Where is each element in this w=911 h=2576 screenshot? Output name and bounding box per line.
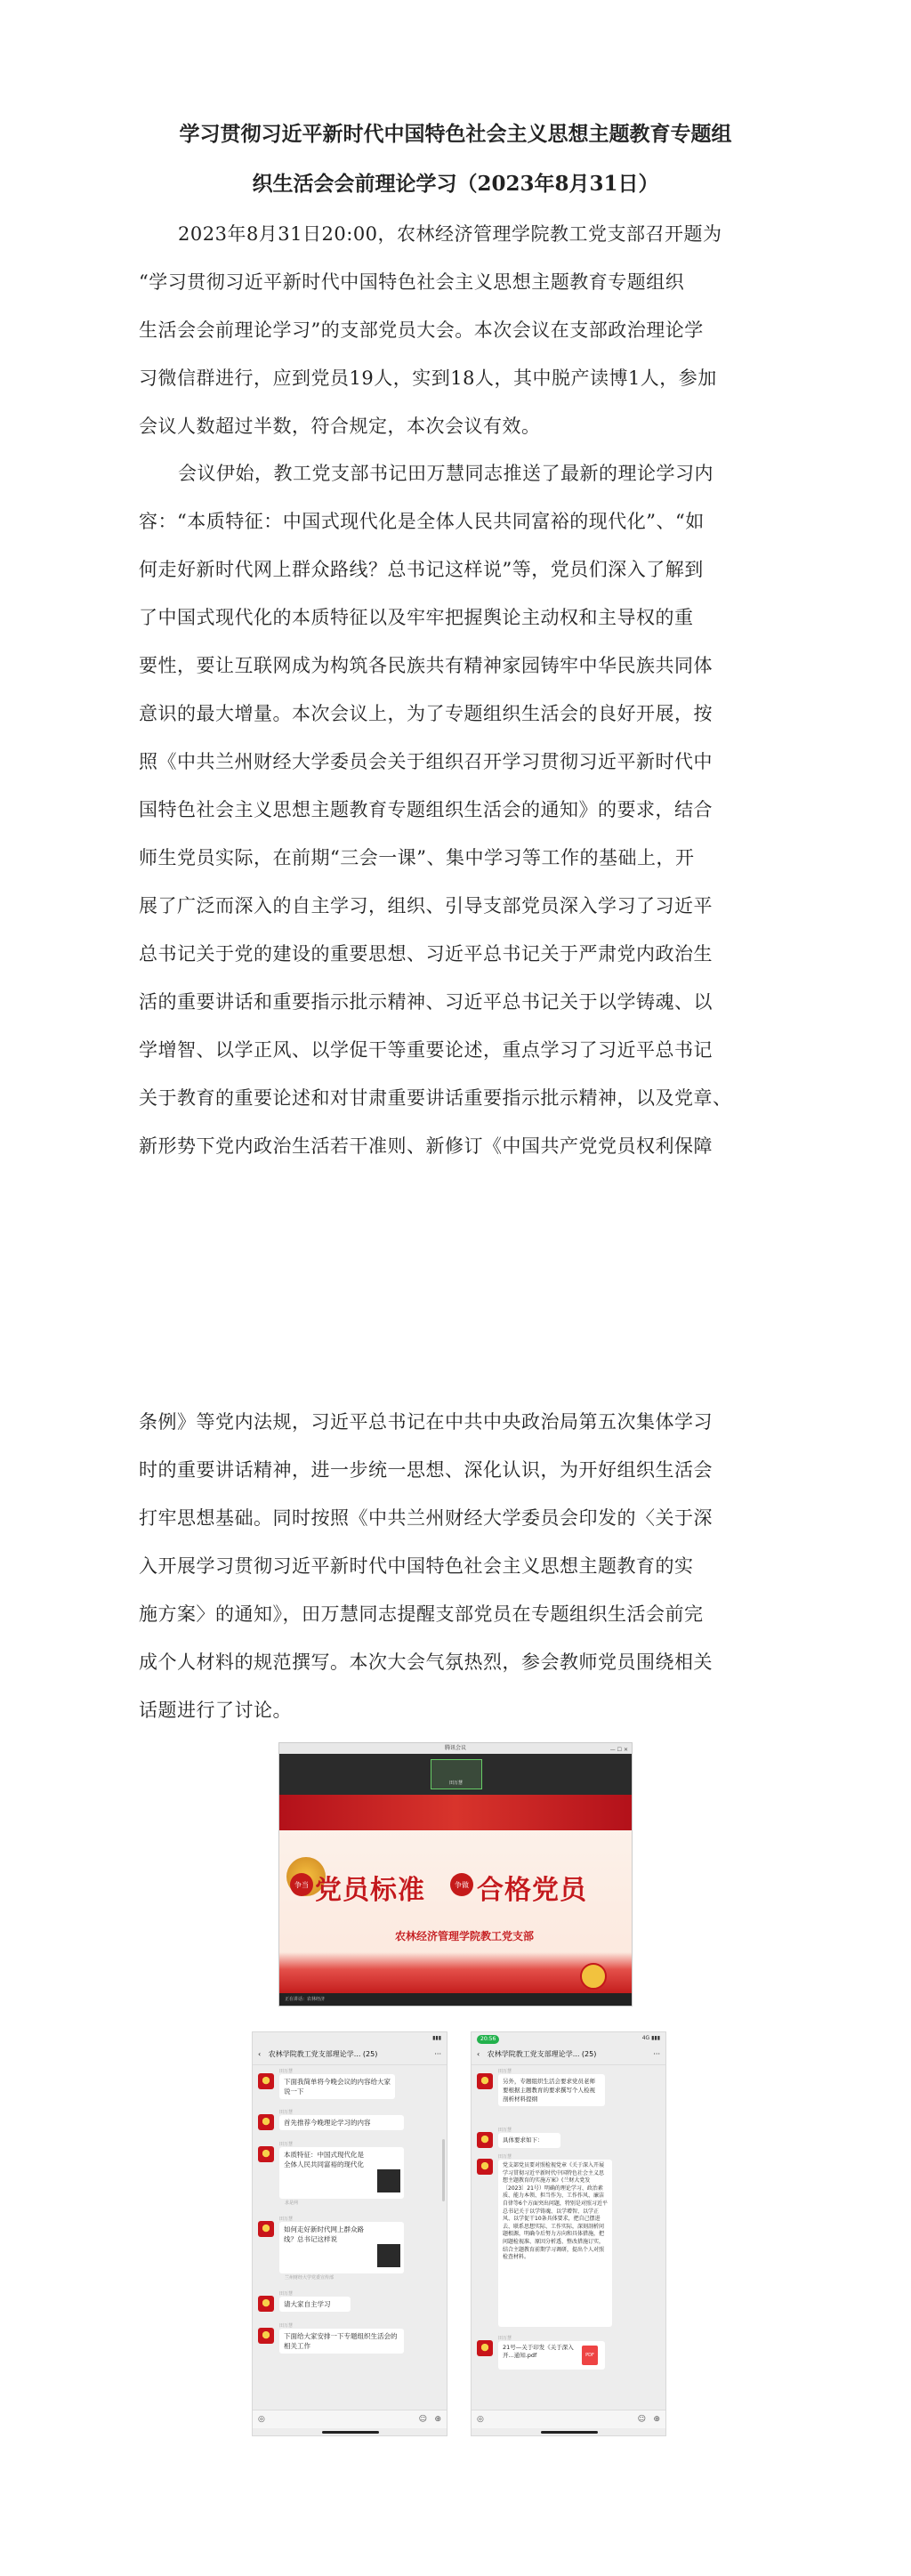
- paragraph-line: 新形势下党内政治生活若干准则、新修订《中国共产党党员权利保障: [139, 1135, 713, 1157]
- chat-message: [258, 2290, 436, 2317]
- paragraph-line: 要性，要让互联网成为构筑各民族共有精神家园铸牢中华民族共同体: [139, 655, 713, 676]
- title-line-2: 织生活会会前理论学习（2023年8月31日）: [252, 172, 659, 196]
- paragraph-line: 会议伊始，教工党支部书记田万慧同志推送了最新的理论学习内: [178, 463, 713, 484]
- chat-message: [258, 2216, 436, 2285]
- emoji-icon[interactable]: ☺: [637, 2415, 646, 2424]
- avatar: [258, 2114, 274, 2130]
- avatar: [477, 2340, 493, 2356]
- paragraph-line: 条例》等党内法规，习近平总书记在中共中央政治局第五次集体学习: [139, 1411, 713, 1433]
- sender-name: 田万慧: [279, 2217, 294, 2222]
- slide-banner-decoration: [279, 1795, 632, 1830]
- paragraph-line: 学增智、以学正风、以学促干等重要论述，重点学习了习近平总书记: [139, 1039, 713, 1061]
- battery-icon: 4G ▮▮▮: [641, 2035, 660, 2041]
- link-thumbnail: [377, 2169, 400, 2192]
- chat-screenshot-2: [471, 2031, 666, 2436]
- voice-icon[interactable]: ◎: [477, 2415, 484, 2424]
- paragraph-line: 施方案〉的通知》，田万慧同志提醒支部党员在专题组织生活会前完: [139, 1603, 704, 1625]
- party-emblem-icon: [580, 1963, 607, 1990]
- pdf-file-icon: PDF: [582, 2346, 598, 2365]
- home-indicator: [541, 2431, 598, 2434]
- avatar: [477, 2132, 493, 2148]
- avatar: [258, 2328, 274, 2344]
- avatar: [477, 2159, 493, 2175]
- message-bubble: 下面给大家安排一下专题组织生活会的相关工作: [279, 2329, 404, 2354]
- paragraph-line: 总书记关于党的建设的重要思想、习近平总书记关于严肃党内政治生: [139, 943, 713, 965]
- paragraph-line: 入开展学习贯彻习近平新时代中国特色社会主义思想主题教育的实: [139, 1555, 694, 1577]
- slide-slogan-right: 合格党员: [477, 1875, 587, 1906]
- link-thumbnail: [377, 2244, 400, 2267]
- participant-video-tile: [431, 1759, 482, 1789]
- more-icon[interactable]: ···: [434, 2050, 441, 2058]
- chat-message: [477, 2153, 655, 2331]
- chat-input-bar[interactable]: [253, 2410, 447, 2428]
- paragraph-line: 意识的最大增量。本次会议上，为了专题组织生活会的良好开展，按: [139, 703, 713, 724]
- chat-message: [477, 2068, 655, 2123]
- back-icon[interactable]: ‹: [258, 2050, 262, 2058]
- paragraph-line: 话题进行了讨论。: [139, 1700, 292, 1721]
- paragraph-line: 关于教育的重要论述和对甘肃重要讲话重要指示批示精神，以及党章、: [139, 1087, 732, 1109]
- status-time: 20:56: [477, 2035, 499, 2044]
- message-bubble: 首先推荐今晚理论学习的内容: [279, 2115, 404, 2130]
- chat-title: 农林学院教工党支部理论学... (25): [268, 2050, 378, 2058]
- sender-name: 田万慧: [279, 2323, 294, 2329]
- add-icon[interactable]: ⊕: [434, 2415, 441, 2424]
- sender-name: 田万慧: [279, 2142, 294, 2147]
- chat-message: [477, 2335, 655, 2370]
- paragraph-line: 何走好新时代网上群众路线？总书记这样说”等，党员们深入了解到: [139, 559, 704, 580]
- paragraph-line: 会议人数超过半数，符合规定，本次会议有效。: [139, 416, 541, 437]
- meeting-title-bar: [279, 1743, 632, 1754]
- avatar: [258, 2146, 274, 2162]
- message-bubble: 请大家自主学习: [279, 2297, 351, 2312]
- chat-input-bar[interactable]: [472, 2410, 665, 2428]
- paragraph-line: “学习贯彻习近平新时代中国特色社会主义思想主题教育专题组织: [139, 271, 685, 293]
- meeting-participant-strip: [279, 1754, 632, 1795]
- meeting-window-title: 腾讯会议: [444, 1745, 466, 1751]
- message-bubble: 具体要求如下：: [498, 2133, 560, 2148]
- paragraph-line: 活的重要讲话和重要指示批示精神、习近平总书记关于以学铸魂、以: [139, 991, 713, 1013]
- chat-message: [258, 2322, 436, 2358]
- battery-icon: ▮▮▮: [432, 2035, 441, 2041]
- paragraph-line: 了中国式现代化的本质特征以及牢牢把握舆论主动权和主导权的重: [139, 607, 694, 628]
- add-icon[interactable]: ⊕: [653, 2415, 660, 2424]
- chat-title: 农林学院教工党支部理论学... (25): [487, 2050, 597, 2058]
- chat-header: [472, 2045, 665, 2065]
- slide-slogan-left: 党员标准: [315, 1875, 425, 1906]
- paragraph-line: 容：“本质特征：中国式现代化是全体人民共同富裕的现代化”、“如: [139, 511, 705, 532]
- avatar: [477, 2073, 493, 2089]
- slide-badge-right: 争做: [450, 1873, 473, 1896]
- slide-badge-left: 争当: [290, 1873, 313, 1896]
- voice-icon[interactable]: ◎: [258, 2415, 265, 2424]
- city-skyline-decoration: [279, 1952, 632, 1995]
- paragraph-line: 生活会会前理论学习”的支部党员大会。本次会议在支部政治理论学: [139, 319, 704, 341]
- chat-message: [477, 2127, 655, 2150]
- sender-name: 田万慧: [498, 2069, 512, 2074]
- sender-name: 田万慧: [279, 2069, 294, 2074]
- slide-subtitle: 农林经济管理学院教工党支部: [395, 1930, 535, 1942]
- back-icon[interactable]: ‹: [477, 2050, 480, 2058]
- message-bubble: 下面我简单将今晚会议的内容给大家说一下: [279, 2074, 395, 2099]
- sender-name: 田万慧: [498, 2128, 512, 2133]
- more-icon[interactable]: ···: [653, 2050, 660, 2058]
- message-bubble: 党支部党员要对照检视党章《关于深入开展学习贯彻习近平新时代中国特色社会主义思想主题教育的实施方案》(兰财大党发〔2023〕21号）明确的理论学习、政治素质、能力本领、担当作为、工作作风、廉洁自律等6个方面突出问题，特别是对照习近平总书记关于以学铸魂、以学增智、以学正风、以学促干10条具体要求，把自己摆进去、联系思想实际、工作实际，深刻剖析问题根源，明确今后努力方向和具体措施，把问题检视准、原因分析透、整改措施订实，结合主题教育前期学习调研，提出个人对照检查材料。: [498, 2160, 612, 2327]
- file-name: 21号—关于印发《关于深入开...通知.pdf: [503, 2344, 574, 2359]
- paragraph-line: 成个人材料的规范撰写。本次大会气氛热烈，参会教师党员围绕相关: [139, 1651, 713, 1673]
- paragraph-line: 照《中共兰州财经大学委员会关于组织召开学习贯彻习近平新时代中: [139, 751, 713, 772]
- paragraph-line: 师生党员实际，在前期“三会一课”、集中学习等工作的基础上，开: [139, 847, 695, 868]
- paragraph-line: 时的重要讲话精神，进一步统一思想、深化认识，为开好组织生活会: [139, 1459, 713, 1481]
- chat-header: [253, 2045, 447, 2065]
- phone-status-bar: [253, 2032, 447, 2045]
- sender-name: 田万慧: [498, 2154, 512, 2160]
- phone-status-bar: [472, 2032, 665, 2045]
- paragraph-line: 习微信群进行，应到党员19人，实到18人，其中脱产读博1人，参加: [139, 367, 717, 389]
- paragraph-line: 展了广泛而深入的自主学习，组织、引导支部党员深入学习了习近平: [139, 895, 713, 917]
- meeting-status-bar: 正在讲话：农林经济: [279, 1993, 633, 2006]
- avatar: [258, 2221, 274, 2237]
- sender-name: 田万慧: [279, 2291, 294, 2297]
- avatar: [258, 2073, 274, 2089]
- emoji-icon[interactable]: ☺: [418, 2415, 427, 2424]
- shared-slide: [279, 1795, 632, 1995]
- meeting-screenshot: [278, 1742, 633, 2007]
- message-bubble: 另外，专题组织生活会要求党员老师要根据主题教育的要求撰写个人检视剖析材料提纲: [498, 2074, 605, 2106]
- sender-name: 田万慧: [498, 2336, 512, 2341]
- chat-screenshot-1: [252, 2031, 447, 2436]
- paragraph-line: 打牢思想基础。同时按照《中共兰州财经大学委员会印发的〈关于深: [139, 1507, 713, 1529]
- paragraph-line: 国特色社会主义思想主题教育专题组织生活会的通知》的要求，结合: [139, 799, 713, 820]
- chat-message: [258, 2109, 436, 2136]
- participant-name: 田万慧: [449, 1781, 464, 1786]
- link-source: 求是网: [285, 2201, 299, 2206]
- chat-message: [258, 2141, 436, 2210]
- link-card-title: 如何走好新时代网上群众路线？总书记这样说: [284, 2225, 364, 2243]
- sender-name: 田万慧: [279, 2110, 294, 2115]
- chat-message: [258, 2068, 436, 2104]
- paragraph-line: 2023年8月31日20:00，农林经济管理学院教工党支部召开题为: [178, 223, 722, 245]
- home-indicator: [322, 2431, 379, 2434]
- link-card-title: 本质特征：中国式现代化是全体人民共同富裕的现代化: [284, 2151, 364, 2168]
- avatar: [258, 2296, 274, 2312]
- window-controls-icon: — ☐ ✕: [609, 1747, 628, 1753]
- link-source: 兰州财经大学党委宣传部: [285, 2275, 335, 2281]
- title-line-1: 学习贯彻习近平新时代中国特色社会主义思想主题教育专题组: [179, 122, 732, 146]
- scrollbar[interactable]: [442, 2139, 445, 2201]
